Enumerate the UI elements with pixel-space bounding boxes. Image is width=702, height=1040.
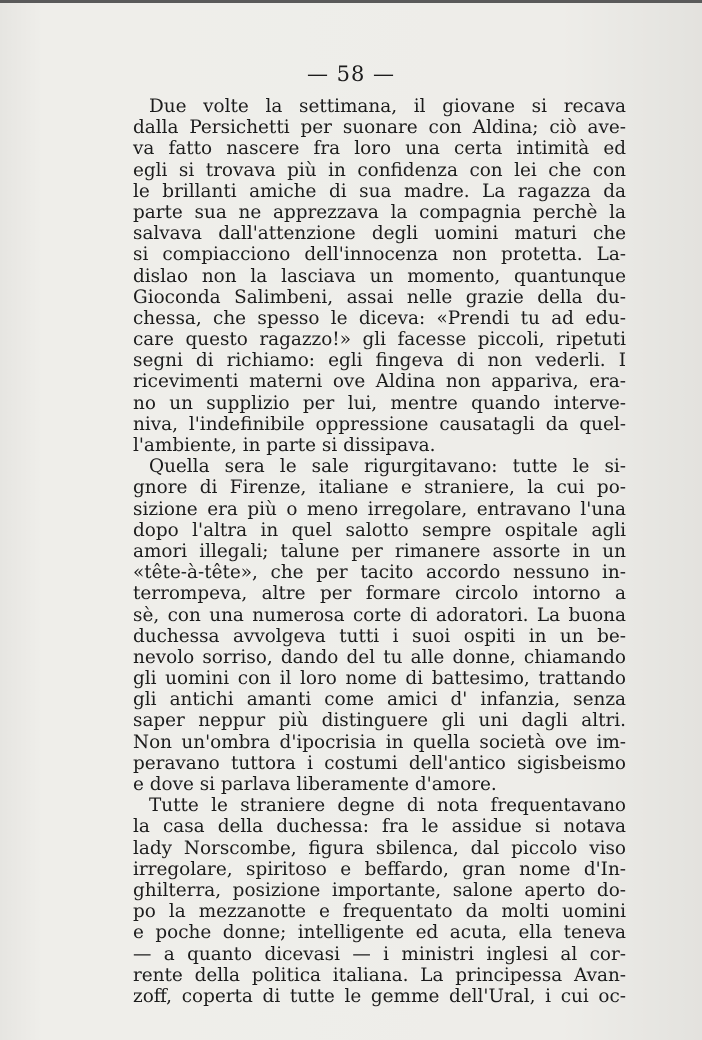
text-line: sizione era più o meno irregolare, entravano l'una — [133, 498, 626, 520]
text-line: care questo ragazzo!» gli facesse piccoli, ripetuti — [133, 329, 626, 351]
text-line: nevolo sorriso, dando del tu alle donne, chiamando — [133, 646, 626, 668]
text-line: le brillanti amiche di sua madre. La ragazza da — [133, 180, 626, 202]
text-line: duchessa avvolgeva tutti i suoi ospiti in un be- — [133, 625, 626, 647]
text-line: niva, l'indefinibile oppressione causatagli da quel- — [133, 413, 626, 435]
text-line: peravano tuttora i costumi dell'antico sigisbeismo — [133, 752, 626, 774]
text-line: e poche donne; intelligente ed acuta, ella teneva — [133, 922, 626, 944]
body-text — [133, 96, 626, 1007]
text-line: terrompeva, altre per formare circolo intorno a — [133, 583, 626, 605]
text-line: salvava dall'attenzione degli uomini maturi che — [133, 223, 626, 245]
text-line: gli antichi amanti come amici d' infanzia, senza — [133, 689, 626, 711]
text-line: parte sua ne apprezzava la compagnia perchè la — [133, 201, 626, 223]
text-line: segni di richiamo: egli fingeva di non vederli. I — [133, 350, 626, 372]
text-line: Quella sera le sale rigurgitavano: tutte le si- — [149, 456, 626, 478]
page-top-edge — [0, 0, 702, 3]
text-line: rente della politica italiana. La principessa Avan- — [133, 964, 626, 986]
text-line: gli uomini con il loro nome di battesimo, trattando — [133, 668, 626, 690]
text-line: saper neppur più distinguere gli uni dagli altri. — [133, 710, 626, 732]
text-line: chessa, che spesso le diceva: «Prendi tu ad edu- — [133, 307, 626, 329]
text-line: ricevimenti materni ove Aldina non appariva, era- — [133, 371, 626, 393]
text-line: dopo l'altra in quel salotto sempre ospitale agli — [133, 519, 626, 541]
text-line: la casa della duchessa: fra le assidue si notava — [133, 816, 626, 838]
text-line: Gioconda Salimbeni, assai nelle grazie della du- — [133, 286, 626, 308]
text-line: zoff, coperta di tutte le gemme dell'Ural, i cui oc- — [133, 985, 626, 1007]
text-line: Non un'ombra d'ipocrisia in quella società ove im- — [133, 731, 626, 753]
text-line: ghilterra, posizione importante, salone aperto do- — [133, 879, 626, 901]
text-line: amori illegali; talune per rimanere assorte in un — [133, 540, 626, 562]
text-line: «tête-à-tête», che per tacito accordo nessuno in- — [133, 562, 626, 584]
page-number: — 58 — — [306, 62, 396, 86]
text-line: sè, con una numerosa corte di adoratori. La buona — [133, 604, 626, 626]
text-line: egli si trovava più in confidenza con lei che con — [133, 159, 626, 181]
text-line: po la mezzanotte e frequentato da molti uomini — [133, 901, 626, 923]
text-line: — a quanto dicevasi — i ministri inglesi al cor- — [133, 943, 626, 965]
text-line: si compiacciono dell'innocenza non protetta. La- — [133, 244, 626, 266]
text-line: e dove si parlava liberamente d'amore. — [133, 774, 497, 795]
text-line: no un supplizio per lui, mentre quando interve- — [133, 392, 626, 414]
text-line: Tutte le straniere degne di nota frequentavano — [149, 795, 626, 817]
text-line: lady Norscombe, figura sbilenca, dal piccolo viso — [133, 837, 626, 859]
text-line: irregolare, spiritoso e beffardo, gran nome d'In- — [133, 858, 626, 880]
text-line: l'ambiente, in parte si dissipava. — [133, 435, 436, 456]
text-line: gnore di Firenze, italiane e straniere, la cui po- — [133, 477, 626, 499]
text-line: Due volte la settimana, il giovane si recava — [149, 96, 626, 117]
text-line: va fatto nascere fra loro una certa intimità ed — [133, 138, 626, 160]
text-line: dalla Persichetti per suonare con Aldina; ciò ave- — [133, 117, 626, 139]
text-line: dislao non la lasciava un momento, quantunque — [133, 265, 626, 287]
